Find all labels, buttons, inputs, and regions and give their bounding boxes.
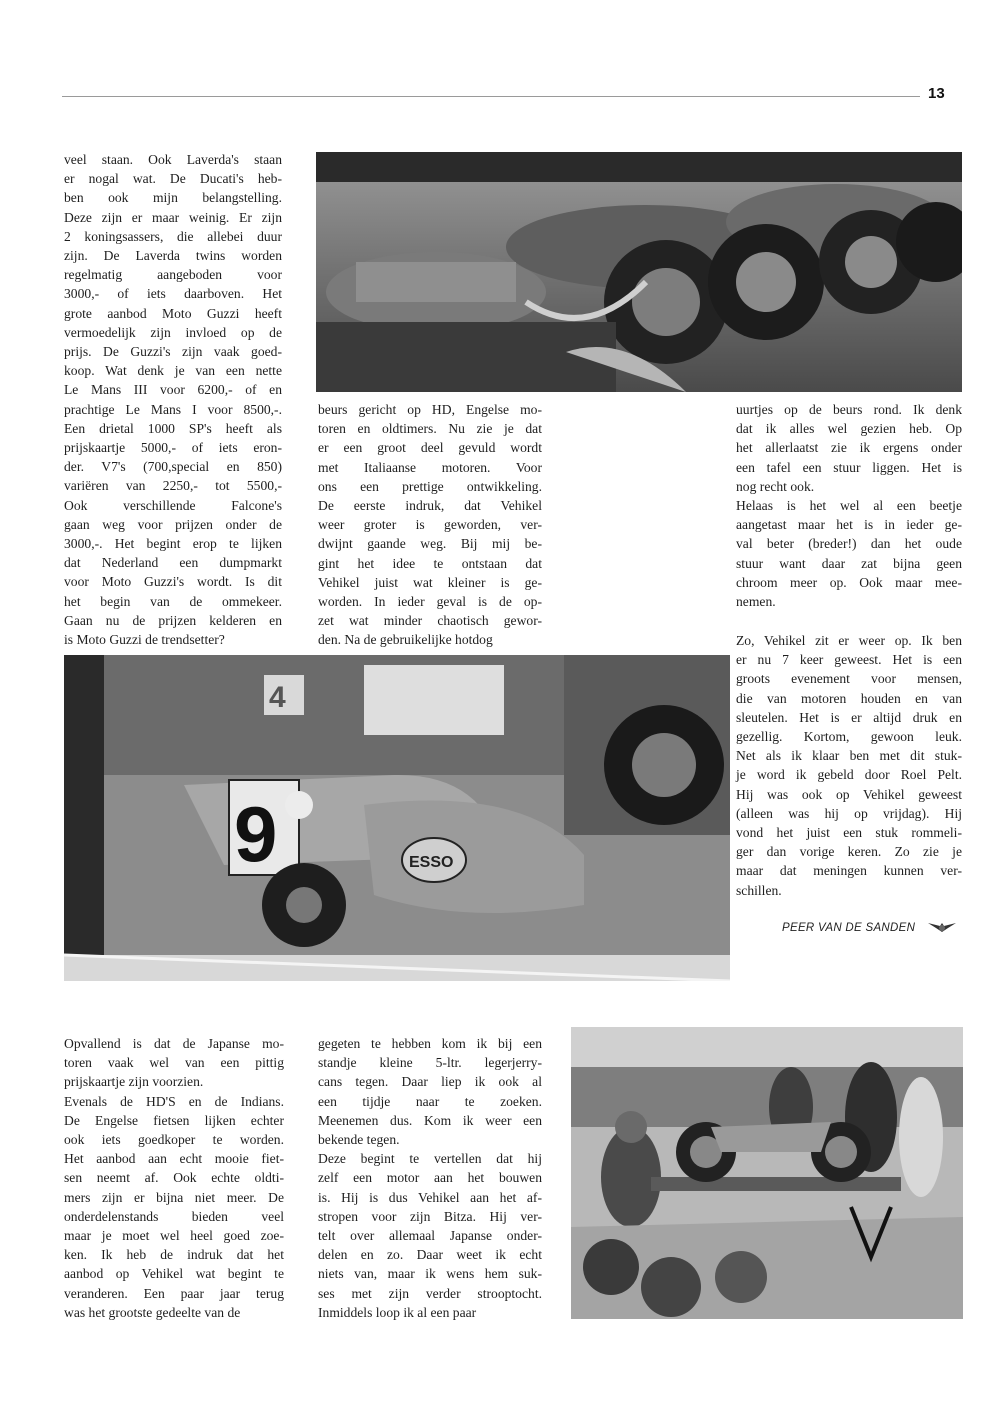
text-line: Le Mans III voor 6200,- of en (64, 382, 282, 398)
text-line: die van motoren houden en van (736, 690, 962, 706)
text-line: worden. In ieder geval is de op- (318, 594, 542, 610)
text-line: een tafel een stuur liggen. Het is (736, 459, 962, 475)
text-line: er een groot deel gevuld wordt (318, 440, 542, 456)
text-line: sleutelen. Het is er altijd druk en (736, 709, 962, 725)
text-line: chroom meer op. Ook maar mee- (736, 574, 962, 590)
text-line: mers zijn er bijna niet meer. De (64, 1189, 284, 1205)
column-bottom-left (64, 1034, 284, 1322)
text-line: ken. Ik heb de indruk dat het (64, 1247, 284, 1263)
text-line: telt over allemaal Japanse onder- (318, 1228, 542, 1244)
text-line: Het aanbod aan echt mooie fiet- (64, 1151, 284, 1167)
text-line: met Italiaanse motoren. Voor (318, 459, 542, 475)
text-line: onderdelenstands bieden veel (64, 1208, 284, 1224)
text-line: maar je moet wel heel goed zoe- (64, 1228, 284, 1244)
text-line: het allerlaatst zie ik ergens onder (736, 440, 962, 456)
text-line: zet wat minder chaotisch gewor- (318, 613, 542, 629)
text-line: variëren van 2250,- tot 5500,- (64, 478, 282, 494)
text-line: Gaan nu de prijzen kelderen en (64, 612, 282, 628)
text-line: (alleen was hij op vrijdag). Hij (736, 805, 962, 821)
text-line: vermoedelijk zijn invloed op de (64, 324, 282, 340)
text-line: Opvallend is dat de Japanse mo- (64, 1036, 284, 1051)
moto-guzzi-eagle-icon (928, 920, 956, 934)
text-line: was het grootste gedeelte van de (64, 1304, 241, 1320)
text-line: De eerste indruk, dat Vehikel (318, 498, 542, 514)
text-line: standje kleine 5-ltr. legerjerry- (318, 1055, 542, 1071)
text-line: het begin van de ommekeer. (64, 593, 282, 609)
parts-stand-photo (571, 1027, 963, 1319)
text-line: delen en zo. Daar weet ik echt (318, 1247, 542, 1263)
text-line: niets van, maar ik wens hem suk- (318, 1266, 542, 1282)
text-line: prijskaartje 5000,- of iets eron- (64, 440, 282, 456)
column-bottom-middle (318, 1034, 542, 1322)
text-line: weer groter is geworden, ver- (318, 517, 542, 533)
text-line: koop. Wat denk je van een nette (64, 363, 282, 379)
text-line: dwijnt gaande weg. Bij mij be- (318, 536, 542, 552)
text-line: grote aanbod Moto Guzzi heeft (64, 305, 282, 321)
text-line: Meenemen dus. Kom ik weer een (318, 1112, 542, 1128)
text-line: Inmiddels loop ik al een paar (318, 1304, 477, 1320)
text-line: gint het idee te ontstaan dat (318, 555, 542, 571)
text-line: toren en oldtimers. Nu zie je dat (318, 421, 542, 437)
text-line: nog recht ook. (736, 478, 815, 494)
text-line: zelf een motor aan het bouwen (318, 1170, 542, 1186)
text-line: ons een prettige ontwikkeling. (318, 478, 542, 494)
text-line: den. Na de gebruikelijke hotdog (318, 632, 493, 648)
text-line: bekende tegen. (318, 1132, 400, 1148)
race-number-9: 9 (234, 790, 278, 878)
header-rule (62, 96, 920, 97)
text-line: stuur want daar zat bijna geen (736, 555, 962, 571)
text-line: je word ik gebeld door Roel Pelt. (736, 767, 962, 783)
race-number-4: 4 (269, 681, 286, 714)
text-line: prachtige Le Mans I voor 8500,-. (64, 401, 282, 417)
text-line: ses met zijn verder strooptocht. (318, 1285, 542, 1301)
column-top-left (64, 150, 282, 649)
text-line: gaan weg voor prijzen onder de (64, 516, 282, 532)
text-line: beurs gericht op HD, Engelse mo- (318, 402, 542, 417)
column-top-right-2 (736, 631, 962, 900)
author-signature: PEER VAN DE SANDEN (782, 922, 916, 934)
text-line: 3000,- of iets daarboven. Het (64, 286, 282, 302)
page-number: 13 (928, 85, 945, 102)
column-top-right-1 (736, 400, 962, 611)
text-line: vond het juist een stuk rommeli- (736, 825, 962, 841)
text-line: ben ook mijn belangstelling. (64, 190, 282, 206)
text-line: aangetast maar het is in ieder ge- (736, 517, 962, 533)
text-line: Net als ik klaar ben met dit stuk- (736, 748, 962, 764)
sidecar-photo (64, 655, 730, 981)
text-line: Helaas is het wel al een beetje (736, 498, 962, 514)
text-line: Evenals de HD'S en de Indians. (64, 1093, 284, 1109)
text-line: nemen. (736, 594, 776, 610)
text-line: een tijdje naar te zoeken. (318, 1093, 542, 1109)
text-line: dat ik alles wel gezien heb. Op (736, 421, 962, 437)
text-line: cans tegen. Daar liep ik ook al (318, 1074, 542, 1090)
text-line: veranderen. Een paar jaar terug (64, 1285, 284, 1301)
text-line: Een drietal 1000 SP's heeft als (64, 420, 282, 436)
text-line: gegeten te hebben kom ik bij een (318, 1036, 542, 1051)
text-line: schillen. (736, 882, 782, 898)
text-line: der. V7's (700,special en 850) (64, 459, 282, 475)
text-line: gezellig. Kortom, gewoon leuk. (736, 729, 962, 745)
text-line: 2 koningsassers, die allebei duur (64, 228, 282, 244)
text-line: aanbod op Vehikel wat begint te (64, 1266, 284, 1282)
esso-logo: ESSO (409, 854, 454, 871)
text-line: De Engelse fietsen lijken echter (64, 1112, 284, 1128)
text-line: is Moto Guzzi de trendsetter? (64, 632, 225, 648)
text-line: ook iets goedkoper te worden. (64, 1132, 284, 1148)
text-line: Hij was ook op Vehikel geweest (736, 786, 962, 802)
text-line: maar dat meningen kunnen ver- (736, 863, 962, 879)
text-line: sen neemt af. Ook echte oldti- (64, 1170, 284, 1186)
text-line: prijs. De Guzzi's zijn vaak goed- (64, 344, 282, 360)
text-line: voor Moto Guzzi's wordt. Is dit (64, 574, 282, 590)
text-line: Deze begint te vertellen dat hij (318, 1151, 542, 1167)
text-line: val beter (breder!) dan het oude (736, 536, 962, 552)
text-line: Zo, Vehikel zit er weer op. Ik ben (736, 633, 962, 648)
motorcycles-photo (316, 152, 962, 392)
text-line: er nu 7 keer geweest. Het is een (736, 652, 962, 668)
text-line: uurtjes op de beurs rond. Ik denk (736, 402, 962, 417)
text-line: 3000,-. Het begint erop te lijken (64, 536, 282, 552)
text-line: zijn. De Laverda twins worden (64, 248, 282, 264)
text-line: Deze zijn er maar weinig. Er zijn (64, 209, 282, 225)
text-line: Ook verschillende Falcone's (64, 497, 282, 513)
text-line: Vehikel juist wat kleiner is ge- (318, 574, 542, 590)
text-line: prijskaartje zijn voorzien. (64, 1074, 204, 1090)
text-line: stropen voor zijn Bitza. Hij ver- (318, 1208, 542, 1224)
text-line: ger dan vorige keren. Zo zie je (736, 844, 962, 860)
text-line: veel staan. Ook Laverda's staan (64, 152, 282, 167)
text-line: is. Hij is dus Vehikel aan het af- (318, 1189, 542, 1205)
text-line: toren vaak wel van een pittig (64, 1055, 284, 1071)
column-top-middle (318, 400, 542, 650)
text-line: regelmatig aangeboden voor (64, 267, 282, 283)
text-line: groots evenement voor mensen, (736, 671, 962, 687)
text-line: dat Nederland een dumpmarkt (64, 555, 282, 571)
text-line: er nogal wat. De Ducati's heb- (64, 171, 282, 187)
